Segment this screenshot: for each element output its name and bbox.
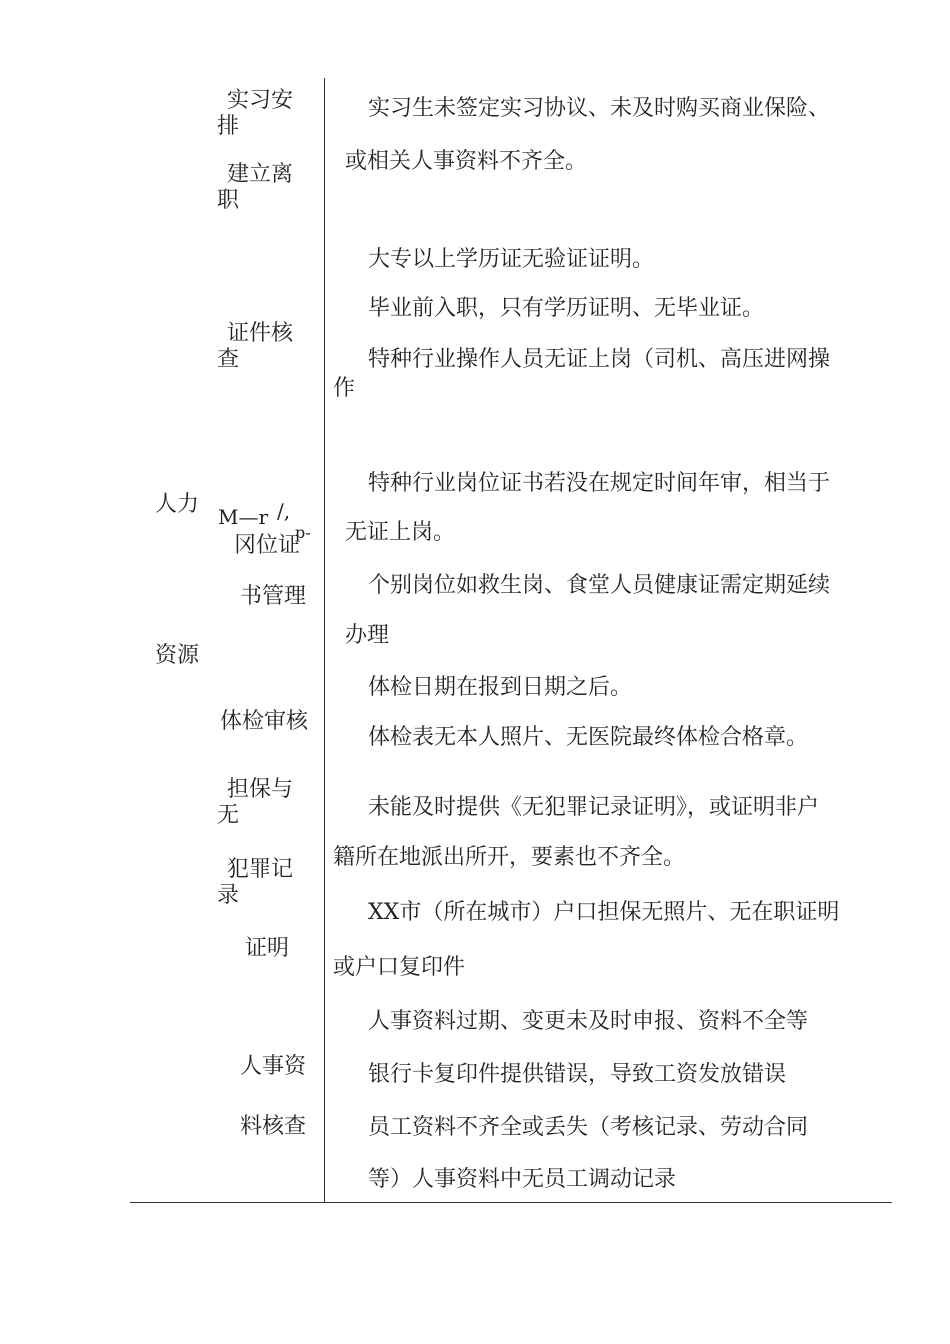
content-guarantee-line-2: 籍所在地派出所开，要素也不齐全。 [333,845,686,870]
section-resignation-label-1: 建立离 [227,162,294,187]
section-post-label-2: 书管理 [240,584,307,609]
content-guarantee-line-3: XX市（所在城市）户口担保无照片、无在职证明 [368,900,840,925]
content-internship-line-1: 实习生未签定实习协议、未及时购买商业保险、 [368,96,831,121]
content-cert-line-4: 作 [333,376,356,401]
section-records-label-1: 人事资 [240,1054,307,1079]
section-post-garbled-text-2: ∕, [277,499,291,523]
content-post-line-4: 办理 [345,623,390,648]
content-records-line-4: 等）人事资料中无员工调动记录 [368,1167,677,1192]
section-guarantee-label-3: 犯罪记 [227,857,294,882]
section-medical-label: 体检审核 [220,709,309,734]
content-post-line-3: 个别岗位如救生岗、食堂人员健康证需定期延续 [368,573,831,598]
content-post-line-1: 特种行业岗位证书若没在规定时间年审，相当于 [368,471,831,496]
section-certificate-label-1: 证件核 [227,321,294,346]
content-guarantee-line-1: 未能及时提供《无犯罪记录证明》，或证明非户 [368,795,820,820]
content-cert-line-2: 毕业前入职，只有学历证明、无毕业证。 [368,296,765,321]
section-resignation-label-2: 职 [217,188,240,213]
content-records-line-2: 银行卡复印件提供错误，导致工资发放错误 [368,1062,787,1087]
section-guarantee-label-5: 证明 [245,936,290,961]
category-label-line2: 资源 [155,643,200,668]
content-records-line-3: 员工资料不齐全或丢失（考核记录、劳动合同 [368,1115,809,1140]
content-post-line-2: 无证上岗。 [345,520,456,545]
table-bottom-border [130,1202,892,1203]
content-records-line-1: 人事资料过期、变更未及时申报、资料不全等 [368,1009,809,1034]
section-certificate-label-2: 查 [217,347,240,372]
section-post-label-1: 冈位证 [234,533,301,558]
section-guarantee-label-4: 录 [217,883,240,908]
content-medical-line-1: 体检日期在报到日期之后。 [368,675,633,700]
content-guarantee-line-4: 或户口复印件 [333,955,466,980]
section-post-garbled-text-1: M—r [218,505,269,529]
section-internship-label-1: 实习安 [227,88,294,113]
section-post-garbled-text-3: p- [295,523,311,542]
section-guarantee-label-2: 无 [217,803,240,828]
content-medical-line-2: 体检表无本人照片、无医院最终体检合格章。 [368,725,809,750]
content-internship-line-2: 或相关人事资料不齐全。 [345,149,588,174]
column-divider [324,78,325,1202]
content-cert-line-1: 大专以上学历证无验证证明。 [368,247,655,272]
category-label-line1: 人力 [155,492,200,517]
section-internship-label-2: 排 [217,114,240,139]
section-guarantee-label-1: 担保与 [227,777,294,802]
section-records-label-2: 料核查 [240,1114,307,1139]
content-cert-line-3: 特种行业操作人员无证上岗（司机、高压进网操 [368,347,831,372]
